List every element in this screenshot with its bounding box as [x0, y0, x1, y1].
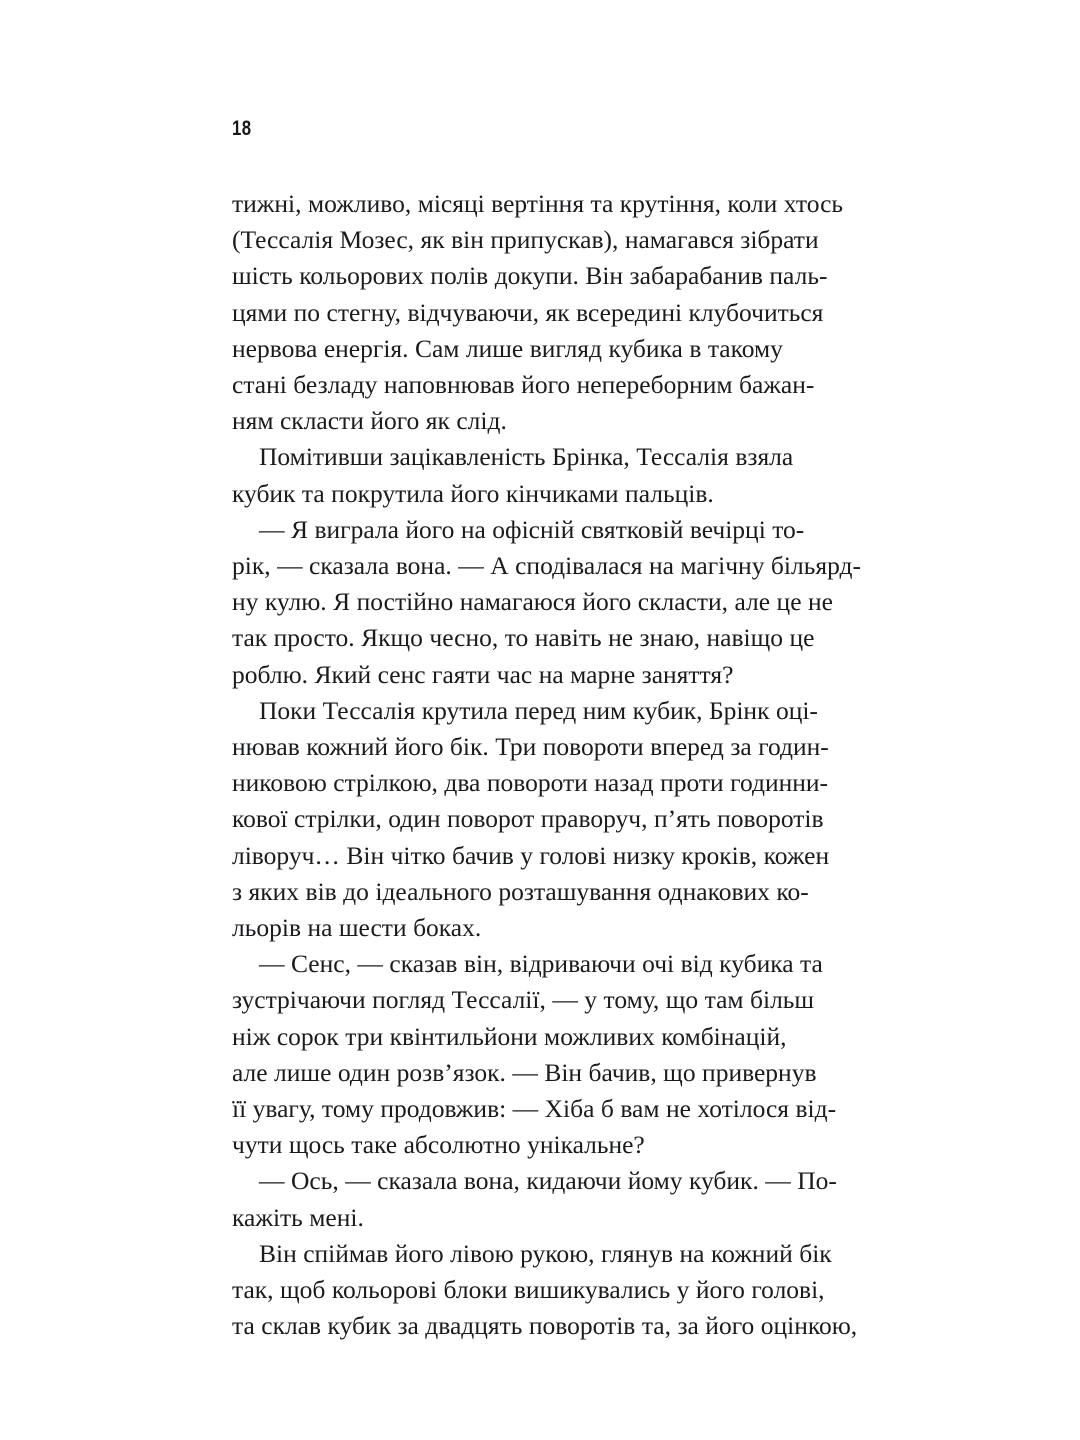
- text-line: кубик та покрутила його кінчиками пальців.: [232, 478, 714, 508]
- text-line: — Я виграла його на офісній святковій вечірці то-: [259, 514, 805, 544]
- text-line: чути щось таке абсолютно унікальне?: [232, 1130, 645, 1160]
- text-line: ну кулю. Я постійно намагаюся його скласти, але це не: [232, 587, 833, 617]
- body-paragraph: [232, 512, 890, 693]
- body-paragraph: [232, 1236, 890, 1345]
- text-line: шість кольорових полів докупи. Він забарабанив паль-: [232, 261, 828, 291]
- text-line: цями по стегну, відчуваючи, як всередині клубочиться: [232, 297, 824, 327]
- body-text-block: [232, 186, 890, 1345]
- text-line: її увагу, тому продовжив: — Хіба б вам не хотілося від-: [232, 1094, 837, 1124]
- text-line: льорів на шести боках.: [232, 913, 482, 943]
- text-line: та склав кубик за двадцять поворотів та, за його оцінкою,: [232, 1311, 858, 1341]
- text-line: Поки Тессалія крутила перед ним кубик, Брінк оці-: [259, 695, 818, 725]
- text-line: ням скласти його як слід.: [232, 406, 507, 436]
- text-line: рік, — сказала вона. — А сподівалася на магічну більярд-: [232, 551, 861, 581]
- text-line: тижні, можливо, місяці вертіння та крутіння, коли хтось: [232, 189, 844, 218]
- text-line: — Сенс, — сказав він, відриваючи очі від кубика та: [259, 949, 823, 979]
- body-paragraph: [232, 946, 890, 1163]
- text-line: ліворуч… Він чітко бачив у голові низку кроків, кожен: [232, 840, 830, 870]
- page-number: 18: [232, 117, 252, 140]
- text-line: ніж сорок три квінтильйони можливих комбінацій,: [232, 1021, 787, 1051]
- text-line: роблю. Який сенс гаяти час на марне заняття?: [232, 659, 734, 689]
- text-line: стані безладу наповнював його непереборним бажан-: [232, 370, 815, 400]
- text-line: кової стрілки, один поворот праворуч, п’ять поворотів: [232, 804, 824, 834]
- text-line: Він спіймав його лівою рукою, глянув на кожний бік: [259, 1238, 832, 1268]
- text-line: зустрічаючи погляд Тессалії, — у тому, що там більш: [232, 985, 815, 1015]
- text-line: Помітивши зацікавленість Брінка, Тессалія взяла: [259, 442, 794, 472]
- text-line: але лише один розв’язок. — Він бачив, що привернув: [232, 1057, 817, 1087]
- text-line: так, щоб кольорові блоки вишикувались у його голові,: [232, 1275, 825, 1305]
- text-line: — Ось, — сказала вона, кидаючи йому кубик. — По-: [259, 1166, 837, 1196]
- body-paragraph: [232, 439, 890, 511]
- text-line: кажіть мені.: [232, 1202, 364, 1232]
- text-line: нервова енергія. Сам лише вигляд кубика в такому: [232, 333, 783, 363]
- body-paragraph: [232, 1163, 890, 1235]
- body-paragraph: [232, 186, 890, 439]
- text-line: нював кожний його бік. Три повороти вперед за годин-: [232, 732, 829, 762]
- text-line: никовою стрілкою, два повороти назад проти годинни-: [232, 768, 829, 798]
- text-line: з яких вів до ідеального розташування однакових ко-: [232, 876, 809, 906]
- body-paragraph: [232, 693, 890, 946]
- text-line: (Тессалія Мозес, як він припускав), намагався зібрати: [232, 225, 819, 255]
- text-line: так просто. Якщо чесно, то навіть не знаю, навіщо це: [232, 623, 815, 653]
